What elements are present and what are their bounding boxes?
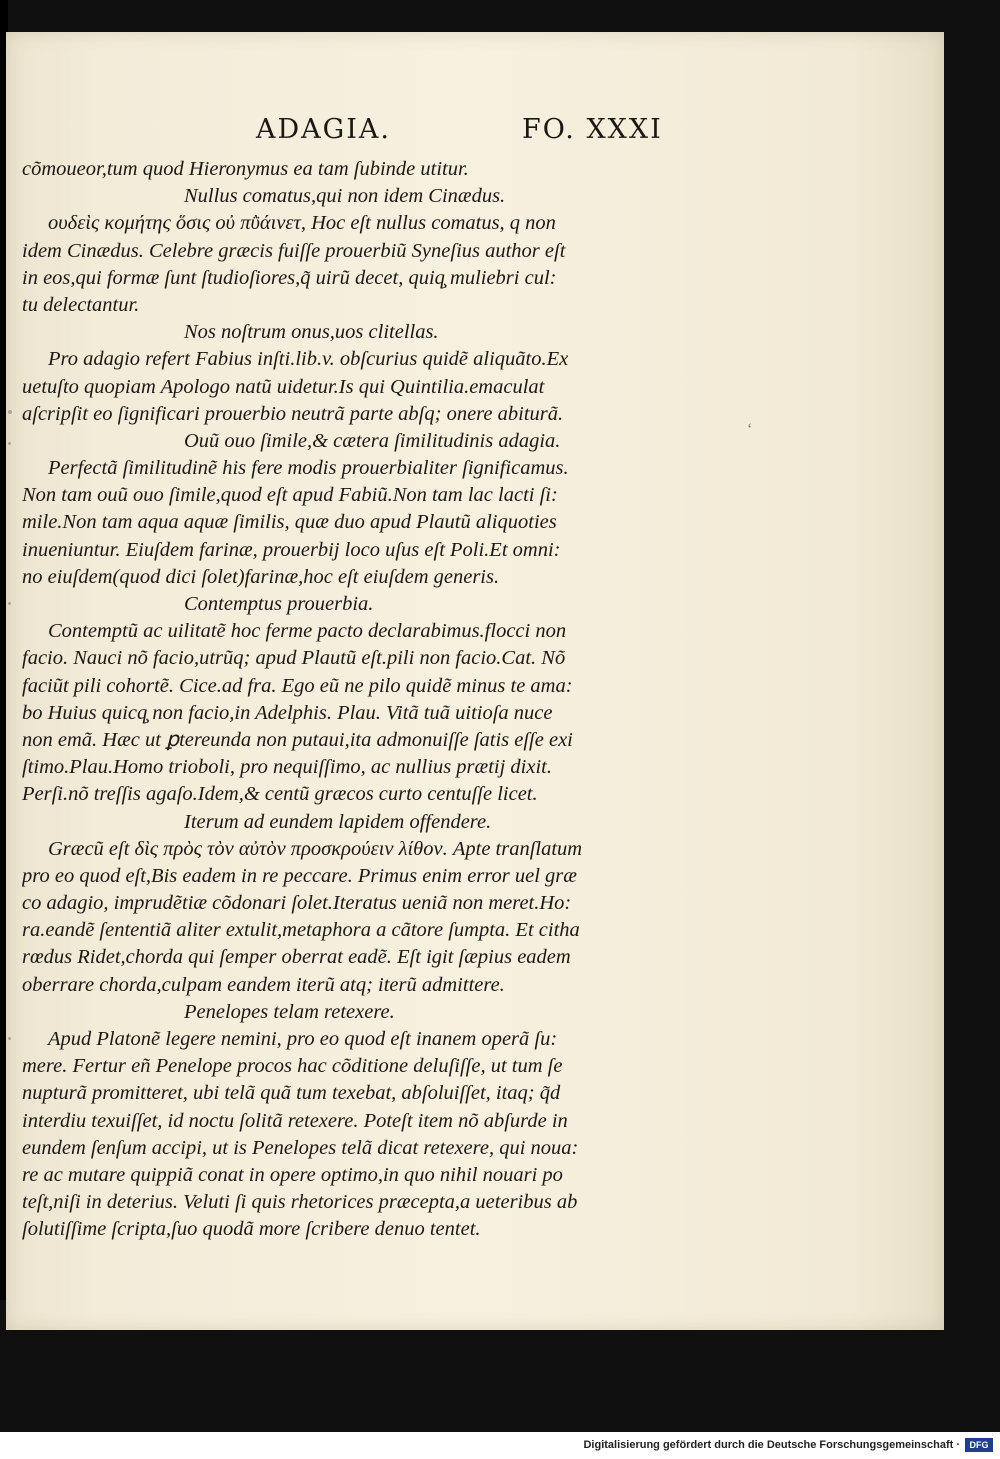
- folio-number: FO. XXXI: [522, 114, 663, 145]
- text-line: Perfectã ſimilitudinẽ his fere modis prouerbialiter ſignificamus.: [48, 457, 569, 480]
- body-text: [22, 156, 744, 1244]
- text-line: bo Huius quicq̧ non facio,in Adelphis. Plau. Vitã tuã uitioſa nuce: [22, 701, 553, 724]
- text-line: ra.eandẽ ſententiã aliter extulit,metaphora a cãtore ſumpta. Et citha: [22, 919, 580, 942]
- running-head: [6, 114, 944, 154]
- margin-mark: ‘: [747, 421, 753, 438]
- ink-spot: [8, 410, 12, 414]
- dfg-logo: DFG: [965, 1438, 993, 1452]
- text-line: Pro adagio refert Fabius inſti.lib.v. obſcurius quidẽ aliquãto.Ex: [48, 348, 569, 371]
- text-line: aſcripſit eo ſignificari prouerbio neutrã parte abſq; onere abiturã.: [22, 402, 564, 425]
- adage-heading: Ouũ ouo ſimile,& cætera ſimilitudinis adagia.: [184, 429, 561, 452]
- text-line: Apud Platonẽ legere nemini, pro eo quod eſt inanem operã ſu:: [48, 1028, 558, 1050]
- text-line: ſtimo.Plau.Homo trioboli, pro nequiſſimo, ac nullius prætij dixit.: [22, 756, 552, 779]
- text-line: Non tam ouũ ouo ſimile,quod eſt apud Fabiũ.Non tam lac lacti ſi:: [22, 484, 558, 507]
- book-page: [6, 32, 944, 1330]
- text-line: mile.Non tam aqua aquæ ſimilis, quæ duo apud Plautũ aliquoties: [22, 511, 557, 534]
- adage-heading: Penelopes telam retexere.: [184, 1000, 395, 1023]
- text-line: teſt,niſi in deterius. Veluti ſi quis rhetorices præcepta,a ueteribus ab: [22, 1191, 578, 1214]
- text-line: facio. Nauci nõ facio,utrũq; apud Plautũ eſt.pili non facio.Cat. Nõ: [22, 647, 566, 670]
- text-line: interdiu texuiſſet, id noctu ſolitã retexere. Poteſt item nõ abſurde in: [22, 1109, 568, 1132]
- text-line: non emã. Hæc ut ꝑtereunda non putaui,ita admonuiſſe ſatis eſſe exi: [22, 728, 573, 751]
- text-line: co adagio, imprudẽtiæ cõdonari ſolet.Iteratus ueniã non meret.Ho:: [22, 892, 572, 915]
- text-line: Contemptũ ac uilitatẽ hoc ferme pacto declarabimus.flocci non: [48, 620, 567, 643]
- text-line: idem Cinædus. Celebre græcis fuiſſe prouerbiũ Syneſius author eſt: [22, 239, 566, 262]
- text-line: cõmoueor,tum quod Hieronymus ea tam ſubinde utitur.: [22, 158, 469, 180]
- text-line: eundem ſenſum accipi, ut is Penelopes telã dicat retexere, qui noua:: [22, 1136, 579, 1159]
- text-line: pro eo quod eſt,Bis eadem in re peccare. Primus enim error uel græ: [22, 864, 577, 887]
- adage-heading: Nos noſtrum onus,uos clitellas.: [184, 321, 439, 344]
- text-line: rœdus Ridet,chorda qui ſemper oberrat eadẽ. Eſt igit ſæpius eadem: [22, 946, 571, 969]
- text-line: tu delectantur.: [22, 293, 140, 316]
- text-line: faciũt pili cohortẽ. Cice.ad fra. Ego eũ ne pilo quidẽ minus te ama:: [22, 674, 573, 697]
- text-line: nupturã promitteret, ubi telã quã tum texebat, abſoluiſſet, itaq; q̃d: [22, 1082, 561, 1105]
- ink-spot: [8, 442, 11, 445]
- funding-credit: Digitalisierung gefördert durch die Deutsche Forschungsgemeinschaft ·: [583, 1439, 960, 1451]
- adage-heading: Contemptus prouerbia.: [184, 593, 374, 615]
- digitization-footer: [0, 1432, 1000, 1459]
- text-line: ſolutiſſime ſcripta,ſuo quodã more ſcribere denuo tentet.: [22, 1218, 481, 1241]
- text-line: mere. Fertur eñ Penelope procos hac cõditione deluſiſſe, ut tum ſe: [22, 1055, 563, 1078]
- text-line: no eiuſdem(quod dici ſolet)farinæ,hoc eſt eiuſdem generis.: [22, 565, 500, 588]
- text-line: in eos,qui formæ ſunt ſtudioſiores,q̃ uirũ decet, quiq̧ muliebri cul:: [22, 266, 557, 289]
- text-line: re ac mutare quippiã conat in opere optimo,in quo nihil nouari po: [22, 1163, 563, 1186]
- text-line: uetuſto quopiam Apologo natũ uidetur.Is qui Quintilia.emaculat: [22, 375, 545, 398]
- text-line: ουδεὶς κομήτης ὅσις οὐ πῢάινετ, Hoc eſt nullus comatus, q non: [48, 212, 556, 235]
- text-line: oberrare chorda,culpam eandem iterũ atq; iterũ admittere.: [22, 973, 505, 996]
- text-line: Perſi.nõ treſſis agaſo.Idem,& centũ græcos curto centuſſe licet.: [22, 783, 538, 806]
- adage-heading: Iterum ad eundem lapidem offendere.: [184, 810, 492, 833]
- text-line: inueniuntur. Eiuſdem farinæ, prouerbij loco uſus eſt Poli.Et omni:: [22, 538, 561, 561]
- ink-spot: [8, 1037, 11, 1040]
- ink-spot: [8, 602, 11, 605]
- adage-heading: Nullus comatus,qui non idem Cinædus.: [184, 185, 506, 208]
- running-head-title: ADAGIA.: [256, 114, 391, 145]
- text-line: Græcũ eſt δὶς πρὸς τὸν αὐτὸν προσκρούειν λίθον. Apte tranſlatum: [48, 837, 583, 860]
